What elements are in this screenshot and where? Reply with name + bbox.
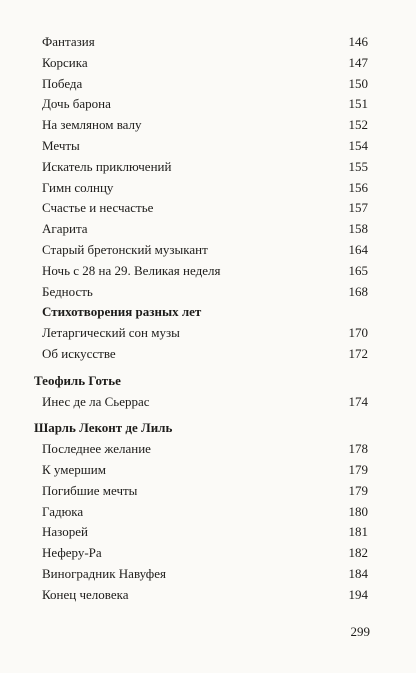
toc-entry-page: 184 <box>348 565 368 581</box>
toc-entry-title: Мечты <box>42 137 80 153</box>
toc-entry-title: К умершим <box>42 461 106 477</box>
toc-entry-page: 178 <box>348 441 368 457</box>
toc-entry-page: 154 <box>348 137 368 153</box>
toc-entry <box>0 219 416 240</box>
toc-entry <box>0 240 416 261</box>
toc-entry-title: Теофиль Готье <box>34 372 121 388</box>
toc-entry <box>0 74 416 95</box>
toc-entry-page: 180 <box>348 503 368 519</box>
toc-entry-title: Искатель приключений <box>42 158 172 174</box>
toc-entry-title: Летаргический сон музы <box>42 325 180 341</box>
toc-entry-page: 182 <box>348 545 368 561</box>
toc-entry-page: 168 <box>348 283 368 299</box>
toc-entry-page: 194 <box>348 586 368 602</box>
toc-author-heading <box>0 371 416 392</box>
toc-entry <box>0 94 416 115</box>
toc-author-heading <box>0 418 416 439</box>
toc-entry-title: Агарита <box>42 221 88 237</box>
toc-entry-title: Гадюка <box>42 503 84 519</box>
toc-entry <box>0 32 416 53</box>
toc-entry-title: Победа <box>42 75 83 91</box>
toc-entry <box>0 323 416 344</box>
toc-entry <box>0 344 416 365</box>
toc-entry-title: Конец человека <box>42 586 129 602</box>
toc-entry <box>0 522 416 543</box>
toc-entry <box>0 481 416 502</box>
toc-entry-page: 151 <box>348 96 368 112</box>
toc-entry <box>0 136 416 157</box>
toc-entry-page: 170 <box>348 325 368 341</box>
toc-entry <box>0 261 416 282</box>
toc-entry-title: Ночь с 28 на 29. Великая неделя <box>42 262 221 278</box>
toc-entry-page: 172 <box>348 345 368 361</box>
toc-entry-page: 155 <box>348 158 368 174</box>
toc-entry-title: Старый бретонский музыкант <box>42 241 208 257</box>
toc-entry-title: Бедность <box>42 283 93 299</box>
toc-entry-title: Стихотворения разных лет <box>42 304 202 320</box>
toc-entry <box>0 198 416 219</box>
toc-entry-page: 146 <box>348 34 368 49</box>
toc-entry-page: 147 <box>348 54 368 70</box>
toc-entry-page: 179 <box>348 461 368 477</box>
toc-entry <box>0 439 416 460</box>
toc-entry-title: Фантазия <box>42 34 95 49</box>
toc-entry <box>0 543 416 564</box>
toc-entry <box>0 460 416 481</box>
toc-entry <box>0 502 416 523</box>
toc-entry-page: 181 <box>348 524 368 540</box>
toc-entry-title: Об искусстве <box>42 345 116 361</box>
toc-entry-title: Назорей <box>42 524 88 540</box>
toc-entry <box>0 564 416 585</box>
toc-entry-title: Погибшие мечты <box>42 482 138 498</box>
toc-entry-title: Дочь барона <box>42 96 111 112</box>
toc-entry-title: Счастье и несчастье <box>42 200 154 216</box>
toc-entry-title: Шарль Леконт де Лиль <box>34 420 173 436</box>
toc-entry <box>0 392 416 413</box>
toc-entry-title: Виноградник Навуфея <box>42 565 166 581</box>
toc-entry-title: Гимн солнцу <box>42 179 114 195</box>
toc-section-heading <box>0 302 416 323</box>
toc-entry <box>0 178 416 199</box>
toc-entry-page: 179 <box>348 482 368 498</box>
table-of-contents <box>0 32 416 606</box>
toc-entry <box>0 157 416 178</box>
toc-entry-page: 150 <box>348 75 368 91</box>
toc-entry <box>0 115 416 136</box>
toc-entry <box>0 585 416 606</box>
toc-entry-page: 164 <box>348 241 368 257</box>
page-number: 299 <box>350 624 370 639</box>
toc-entry-title: Корсика <box>42 54 88 70</box>
toc-entry-page: 152 <box>348 117 368 133</box>
toc-entry-page: 157 <box>348 200 368 216</box>
toc-entry-title: На земляном валу <box>42 117 142 133</box>
toc-entry-title: Неферу-Ра <box>42 545 102 561</box>
toc-entry <box>0 282 416 303</box>
toc-entry-page: 165 <box>348 262 368 278</box>
toc-entry <box>0 53 416 74</box>
toc-entry-title: Инес де ла Сьеррас <box>42 393 150 409</box>
toc-entry-page: 156 <box>348 179 368 195</box>
toc-entry-page: 158 <box>348 221 368 237</box>
toc-entry-title: Последнее желание <box>42 441 151 457</box>
toc-entry-page: 174 <box>348 393 368 409</box>
